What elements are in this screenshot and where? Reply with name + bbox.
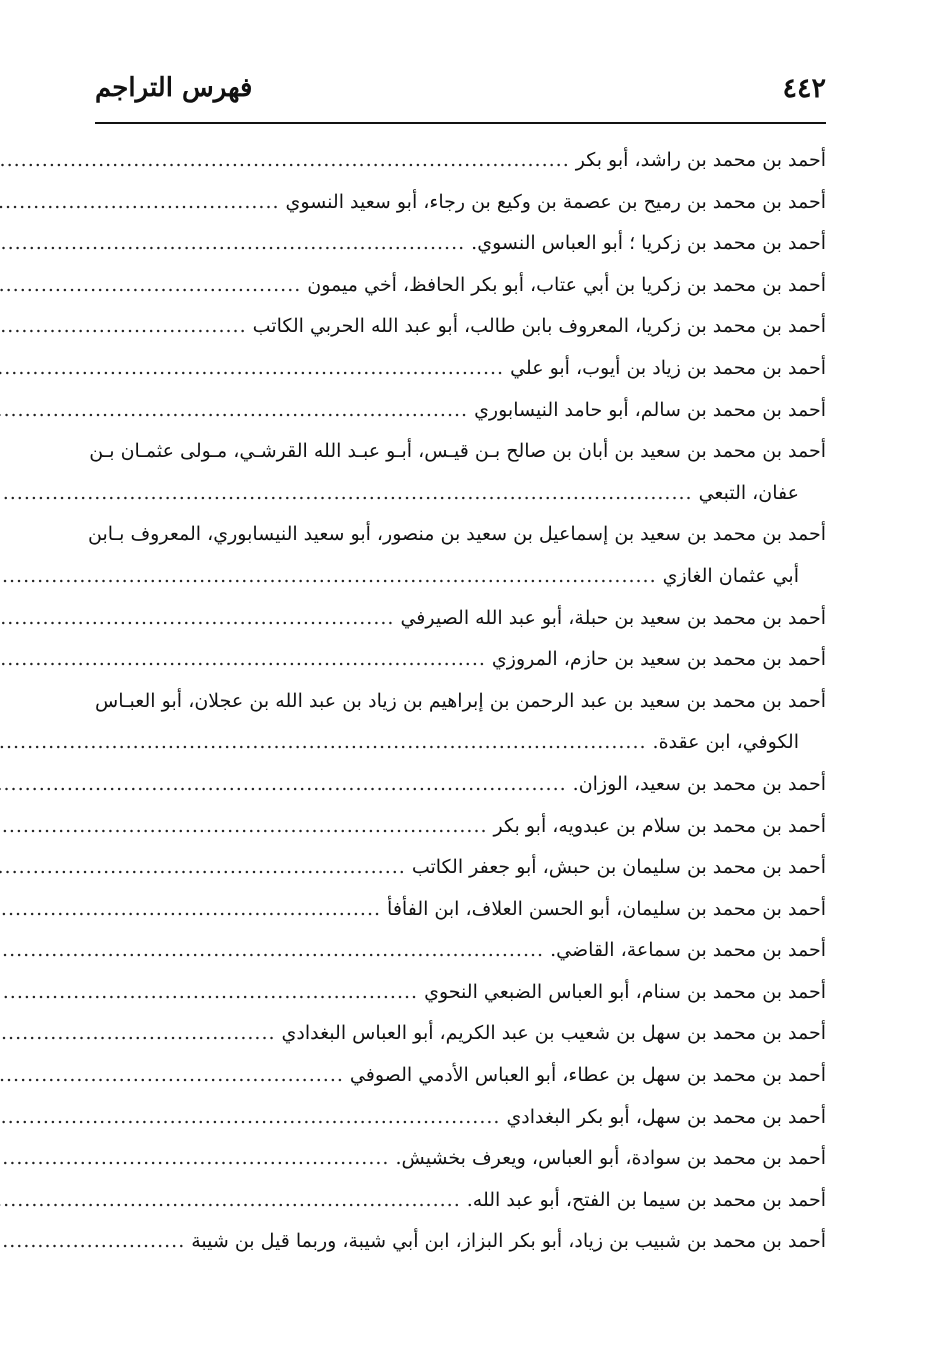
entry-line <box>95 847 826 889</box>
entry-name: أحمد بن محمد بن سعيد بن إسماعيل بن سعيد بن منصور، أبو سعيد النيسابوري، المعروف بـابن <box>88 523 826 546</box>
index-entry <box>95 806 826 848</box>
entry-name: أحمد بن محمد بن شبيب بن زياد، أبو بكر البزاز، ابن أبي شيبة، وربما قيل بن شيبة <box>191 1230 826 1253</box>
index-entry <box>95 182 826 224</box>
entry-name: أحمد بن محمد بن زكريا ؛ أبو العباس النسوي. <box>471 232 826 255</box>
entry-name: أحمد بن محمد بن سليمان بن حبش، أبو جعفر الكاتب <box>411 856 826 879</box>
entry-line <box>95 972 826 1014</box>
entry-name: أحمد بن محمد بن سعيد بن عبد الرحمن بن إبراهيم بن زياد بن عبد الله بن عجلان، أبو العبـاس <box>95 689 826 712</box>
index-entry <box>95 348 826 390</box>
dot-leader <box>0 1221 185 1263</box>
dot-leader <box>0 764 567 806</box>
entry-name: أحمد بن محمد بن سماعة، القاضي. <box>550 939 826 962</box>
index-entry <box>95 972 826 1014</box>
entry-line <box>95 1221 826 1263</box>
dot-leader <box>0 182 280 224</box>
entry-name: أحمد بن محمد بن زكريا، المعروف بابن طالب، أبو عبد الله الحربي الكاتب <box>252 315 826 338</box>
index-entry <box>95 847 826 889</box>
entry-name: الكوفي، ابن عقدة. <box>652 731 799 754</box>
page-number: ٤٤٢ <box>782 72 826 104</box>
entry-name: أحمد بن محمد بن راشد، أبو بكر <box>575 149 826 171</box>
dot-leader <box>0 972 418 1014</box>
dot-leader <box>0 1180 461 1222</box>
entry-line <box>95 306 826 348</box>
dot-leader <box>0 1138 389 1180</box>
index-entry <box>89 431 826 514</box>
page-header <box>95 68 826 108</box>
dot-leader <box>0 265 301 307</box>
entry-name: أحمد بن محمد بن سلام بن عبدويه، أبو بكر <box>493 814 826 837</box>
dot-leader <box>0 348 504 390</box>
entry-line <box>89 431 826 473</box>
entry-name: أحمد بن محمد بن سالم، أبو حامد النيسابوري <box>474 398 826 421</box>
dot-leader <box>0 473 693 515</box>
index-entry <box>95 1013 826 1055</box>
entry-line <box>95 390 826 432</box>
index-entry <box>95 223 826 265</box>
entry-name: عفان، التبعي <box>698 481 799 504</box>
entry-line <box>95 889 826 931</box>
running-title: فهرس التراجم <box>95 73 253 103</box>
index-entry <box>95 639 826 681</box>
dot-leader <box>0 806 488 848</box>
entry-line <box>95 1055 826 1097</box>
entry-line <box>95 764 826 806</box>
index-entry <box>95 1097 826 1139</box>
entry-line <box>95 930 826 972</box>
index-entry <box>95 681 826 764</box>
entry-line <box>95 598 826 640</box>
entry-line <box>95 473 826 515</box>
entry-line <box>95 140 826 182</box>
dot-leader <box>0 1097 500 1139</box>
dot-leader <box>0 639 486 681</box>
entry-line <box>95 223 826 265</box>
entry-line <box>95 1138 826 1180</box>
index-entry <box>95 764 826 806</box>
index-entry <box>95 889 826 931</box>
entry-name: أحمد بن محمد بن سعيد بن حبلة، أبو عبد الله الصيرفي <box>400 606 826 629</box>
entry-name: أحمد بن محمد بن سهل بن عطاء، أبو العباس الأدمي الصوفي <box>349 1064 826 1087</box>
dot-leader <box>0 722 647 764</box>
dot-leader <box>0 889 381 931</box>
index-entries <box>88 140 826 1263</box>
dot-leader <box>0 556 657 598</box>
entry-line <box>95 1097 826 1139</box>
entry-name: أحمد بن محمد بن سوادة، أبو العباس، ويعرف بخشيش. <box>395 1147 826 1170</box>
index-entry <box>88 514 826 597</box>
index-entry <box>95 265 826 307</box>
entry-line <box>95 556 826 598</box>
entry-name: أبي عثمان الغازي <box>662 564 799 587</box>
entry-name: أحمد بن محمد بن رميح بن عصمة بن وكيع بن رجاء، أبو سعيد النسوي <box>285 190 826 213</box>
entry-name: أحمد بن محمد بن سليمان، أبو الحسن العلاف، ابن الفأفأ <box>387 897 826 920</box>
entry-line <box>95 1013 826 1055</box>
dot-leader <box>0 140 570 182</box>
entry-name: أحمد بن محمد بن سنام، أبو العباس الضبعي النحوي <box>424 980 826 1003</box>
index-entry <box>95 1055 826 1097</box>
dot-leader <box>0 390 468 432</box>
entry-line <box>95 265 826 307</box>
index-entry <box>95 306 826 348</box>
entry-line <box>95 1180 826 1222</box>
dot-leader <box>0 1055 344 1097</box>
dot-leader <box>0 930 544 972</box>
entry-line <box>95 639 826 681</box>
entry-name: أحمد بن محمد بن سهل، أبو بكر البغدادي <box>506 1105 826 1128</box>
dot-leader <box>0 223 465 265</box>
entry-name: أحمد بن محمد بن سعيد، الوزان. <box>572 772 826 795</box>
index-entry <box>95 390 826 432</box>
entry-line <box>88 514 826 556</box>
entry-name: أحمد بن محمد بن سهل بن شعيب بن عبد الكريم، أبو العباس البغدادي <box>281 1022 826 1045</box>
index-entry <box>95 1138 826 1180</box>
entry-line <box>95 722 826 764</box>
entry-line <box>95 182 826 224</box>
entry-name: أحمد بن محمد بن سيما بن الفتح، أبو عبد الله. <box>466 1188 826 1211</box>
header-rule <box>95 122 826 124</box>
entry-line <box>95 806 826 848</box>
entry-name: أحمد بن محمد بن زياد بن أيوب، أبو علي <box>510 356 826 379</box>
index-entry <box>95 140 826 182</box>
entry-line <box>95 348 826 390</box>
dot-leader <box>0 847 406 889</box>
entry-name: أحمد بن محمد بن سعيد بن حازم، المروزي <box>491 648 826 671</box>
dot-leader <box>0 598 394 640</box>
dot-leader <box>0 306 247 348</box>
index-entry <box>95 1180 826 1222</box>
index-entry <box>95 598 826 640</box>
index-entry <box>95 1221 826 1263</box>
index-entry <box>95 930 826 972</box>
dot-leader <box>0 1013 276 1055</box>
entry-line <box>95 681 826 723</box>
entry-name: أحمد بن محمد بن زكريا بن أبي عتاب، أبو بكر الحافظ، أخي ميمون <box>307 273 826 296</box>
entry-name: أحمد بن محمد بن سعيد بن أبان بن صالح بـن قيـس، أبـو عبـد الله القرشـي، مـولى عثمـان بـن <box>89 440 826 463</box>
